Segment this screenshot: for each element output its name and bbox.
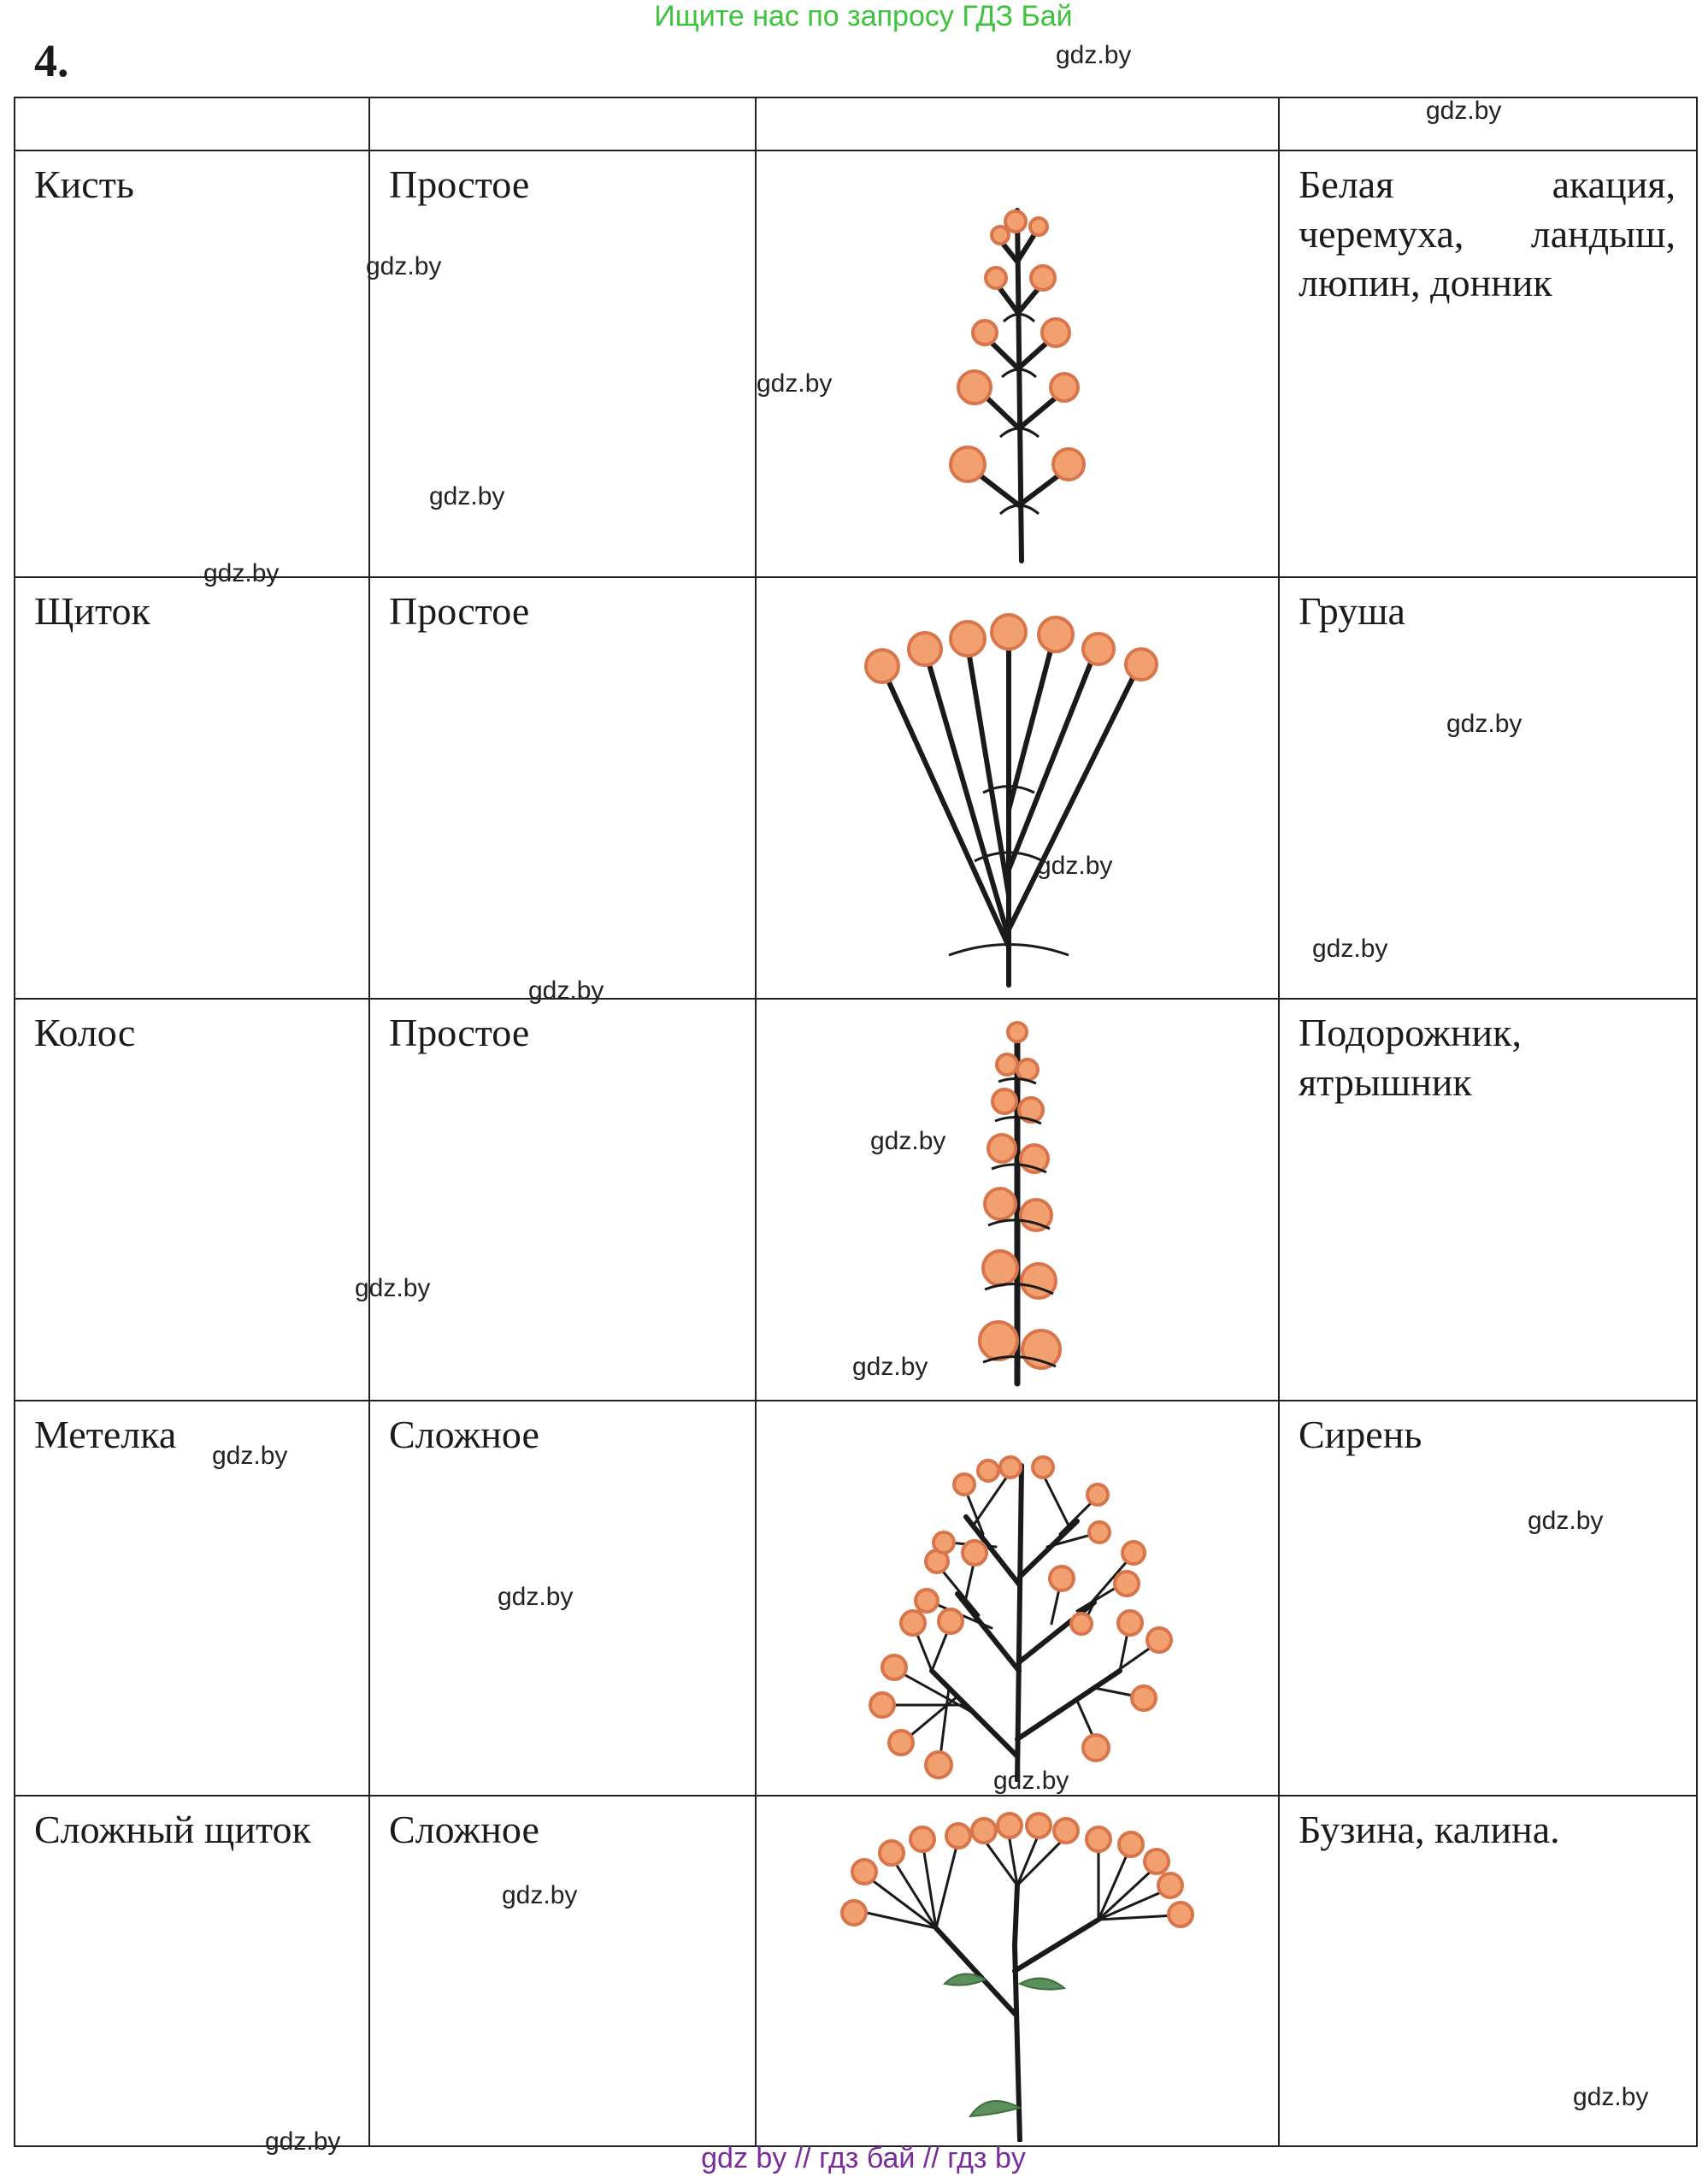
table-row xyxy=(15,577,1697,999)
corymb-inflorescence-illustration xyxy=(838,587,1197,989)
header-cell xyxy=(15,97,369,150)
top-banner: Ищите нас по запросу ГДЗ Бай xyxy=(654,0,1073,32)
panicle-inflorescence-illustration xyxy=(838,1414,1197,1782)
type-cell: Щиток xyxy=(15,577,369,999)
watermark: gdz.by xyxy=(852,1353,928,1381)
watermark: gdz.by xyxy=(1426,97,1502,125)
examples-cell: Груша xyxy=(1279,577,1697,999)
watermark: gdz.by xyxy=(355,1274,431,1302)
table-row xyxy=(15,150,1697,577)
watermark: gdz.by xyxy=(1056,41,1132,69)
kind-cell: Сложное xyxy=(369,1796,756,2146)
watermark: gdz.by xyxy=(1037,852,1113,880)
watermark: gdz.by xyxy=(1573,2083,1649,2111)
type-cell: Сложный щиток xyxy=(15,1796,369,2146)
examples-cell: Подорожник, ятрышник xyxy=(1279,999,1697,1401)
header-cell xyxy=(369,97,756,150)
type-cell: Колос xyxy=(15,999,369,1401)
table-row xyxy=(15,999,1697,1401)
examples-cell: Белая акация, черемуха, ландыш, люпин, донник xyxy=(1279,150,1697,577)
header-cell xyxy=(756,97,1279,150)
illustration-cell xyxy=(756,1796,1279,2146)
watermark: gdz.by xyxy=(528,976,604,1005)
illustration-cell xyxy=(756,150,1279,577)
watermark: gdz.by xyxy=(366,252,442,280)
answer-table xyxy=(14,97,1698,2147)
illustration-cell xyxy=(756,999,1279,1401)
illustration-cell xyxy=(756,1401,1279,1796)
compound-corymb-inflorescence-illustration xyxy=(816,1800,1218,2142)
watermark: gdz.by xyxy=(498,1583,574,1611)
kind-cell: Простое xyxy=(369,577,756,999)
illustration-cell xyxy=(756,577,1279,999)
watermark: gdz.by xyxy=(203,559,280,587)
kind-cell: Простое xyxy=(369,999,756,1401)
kind-cell: Простое xyxy=(369,150,756,577)
watermark: gdz.by xyxy=(870,1127,946,1155)
spike-inflorescence-illustration xyxy=(932,1012,1103,1388)
examples-cell: Бузина, калина. xyxy=(1279,1796,1697,2146)
watermark: gdz.by xyxy=(1312,935,1388,963)
kind-cell: Сложное xyxy=(369,1401,756,1796)
watermark: gdz.by xyxy=(1528,1507,1604,1535)
watermark: gdz.by xyxy=(993,1767,1069,1795)
raceme-inflorescence-illustration xyxy=(889,163,1146,565)
type-cell: Метелка xyxy=(15,1401,369,1796)
table-row xyxy=(15,1796,1697,2146)
watermark: gdz.by xyxy=(1446,710,1522,738)
watermark: gdz.by xyxy=(265,2127,341,2156)
watermark: gdz.by xyxy=(212,1442,288,1470)
watermark: gdz.by xyxy=(502,1881,578,1909)
examples-cell: Сирень xyxy=(1279,1401,1697,1796)
watermark: gdz.by xyxy=(429,482,505,510)
type-cell: Кисть xyxy=(15,150,369,577)
footer-links: gdz by // гдз бай // гдз by xyxy=(701,2142,1026,2174)
watermark: gdz.by xyxy=(757,369,833,398)
task-number: 4. xyxy=(34,35,69,86)
